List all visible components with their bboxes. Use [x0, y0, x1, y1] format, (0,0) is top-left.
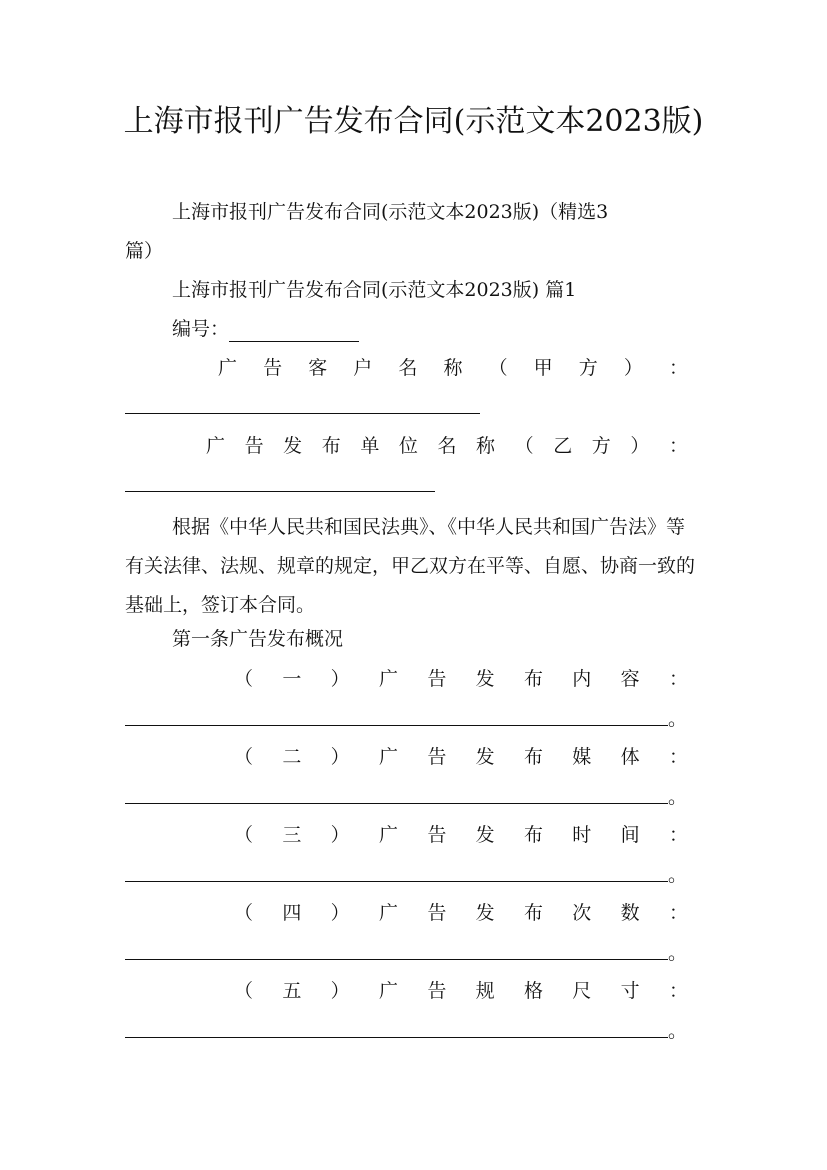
label-char: 称 [476, 435, 496, 457]
label-char: 告 [427, 824, 447, 846]
label-char: 广 [206, 435, 226, 457]
label-char: 次 [572, 902, 592, 924]
label-char: （ [234, 980, 254, 1002]
label-char: 乙 [553, 435, 573, 457]
party-b-blank-field[interactable] [125, 491, 435, 492]
label-char: ） [330, 902, 350, 924]
label-char: 数 [620, 902, 640, 924]
label-char: 名 [437, 435, 457, 457]
label-char: ： [668, 668, 688, 690]
label-char: 告 [263, 357, 283, 379]
label-char: 广 [378, 824, 398, 846]
label-char: 发 [475, 824, 495, 846]
label-char: 一 [282, 668, 302, 690]
article-1-item-blank-field[interactable] [125, 725, 668, 726]
label-char: ： [668, 435, 688, 457]
label-char: 发 [283, 435, 303, 457]
label-char: 告 [427, 746, 447, 768]
party-a-blank-field[interactable] [125, 413, 480, 414]
label-char: 媒 [572, 746, 592, 768]
intro-line-2: 篇） [125, 240, 164, 262]
label-char: 寸 [620, 980, 640, 1002]
basis-paragraph: 根据《中华人民共和国民法典》、《中华人民共和国广告法》等有关法律、法规、规章的规定，甲乙双方在平等、自愿、协商一致的基础上，签订本合同。 [125, 516, 696, 616]
party-a-label [218, 355, 688, 381]
label-char: 发 [475, 902, 495, 924]
label-char: 称 [443, 357, 463, 379]
label-char: 广 [378, 980, 398, 1002]
label-char: ： [668, 824, 688, 846]
label-char: （ [234, 746, 254, 768]
label-char: 方 [591, 435, 611, 457]
label-char: 容 [620, 668, 640, 690]
label-char: 告 [427, 980, 447, 1002]
party-b-label [206, 433, 688, 459]
label-char: ） [330, 980, 350, 1002]
article-1-item-label [234, 822, 688, 848]
article-1-item-label [234, 744, 688, 770]
label-char: 时 [572, 824, 592, 846]
label-char: 发 [475, 668, 495, 690]
label-char: 广 [378, 746, 398, 768]
label-char: 布 [321, 435, 341, 457]
label-char: 位 [398, 435, 418, 457]
item-end-punctuation: 。 [668, 1020, 688, 1042]
label-char: 三 [282, 824, 302, 846]
label-char: 四 [282, 902, 302, 924]
label-char: 方 [578, 357, 598, 379]
number-blank-field[interactable] [229, 321, 359, 342]
label-char: （ [234, 668, 254, 690]
label-char: 户 [353, 357, 373, 379]
label-char: 客 [308, 357, 328, 379]
label-char: 五 [282, 980, 302, 1002]
label-char: （ [514, 435, 534, 457]
label-char: 甲 [533, 357, 553, 379]
label-char: ： [668, 902, 688, 924]
label-char: 告 [427, 668, 447, 690]
label-char: ： [668, 746, 688, 768]
label-char: ） [330, 824, 350, 846]
label-char: 布 [523, 902, 543, 924]
article-1-item-blank-field[interactable] [125, 881, 668, 882]
label-char: 布 [523, 668, 543, 690]
label-char: 布 [523, 746, 543, 768]
label-char: 格 [523, 980, 543, 1002]
article-1-item-blank-field[interactable] [125, 1037, 668, 1038]
label-char: 告 [244, 435, 264, 457]
item-end-punctuation: 。 [668, 708, 688, 730]
number-label: 编号： [172, 318, 230, 340]
label-char: 发 [475, 746, 495, 768]
item-end-punctuation: 。 [668, 942, 688, 964]
label-char: 尺 [572, 980, 592, 1002]
label-char: 广 [378, 668, 398, 690]
item-end-punctuation: 。 [668, 786, 688, 808]
label-char: 广 [218, 357, 238, 379]
label-char: 单 [360, 435, 380, 457]
label-char: ） [330, 668, 350, 690]
label-char: 布 [523, 824, 543, 846]
label-char: 内 [572, 668, 592, 690]
label-char: ） [623, 357, 643, 379]
number-row [172, 316, 752, 342]
label-char: 间 [620, 824, 640, 846]
label-char: 二 [282, 746, 302, 768]
label-char: 体 [620, 746, 640, 768]
label-char: ： [668, 357, 688, 379]
label-char: 规 [475, 980, 495, 1002]
document-title: 上海市报刊广告发布合同(示范文本2023版) [123, 104, 704, 139]
article-1-item-blank-field[interactable] [125, 803, 668, 804]
article-1-title: 第一条广告发布概况 [172, 628, 344, 650]
label-char: （ [234, 902, 254, 924]
intro-line-1: 上海市报刊广告发布合同(示范文本2023版)（精选3 [172, 201, 609, 223]
label-char: （ [234, 824, 254, 846]
item-end-punctuation: 。 [668, 864, 688, 886]
article-1-item-label [234, 666, 688, 692]
label-char: ） [630, 435, 650, 457]
article-1-item-label [234, 900, 688, 926]
article-1-item-blank-field[interactable] [125, 959, 668, 960]
article-1-item-label [234, 978, 688, 1004]
label-char: ） [330, 746, 350, 768]
label-char: 名 [398, 357, 418, 379]
label-char: （ [488, 357, 508, 379]
label-char: 广 [378, 902, 398, 924]
label-char: ： [668, 980, 688, 1002]
label-char: 告 [427, 902, 447, 924]
section-title: 上海市报刊广告发布合同(示范文本2023版) 篇1 [172, 279, 577, 301]
